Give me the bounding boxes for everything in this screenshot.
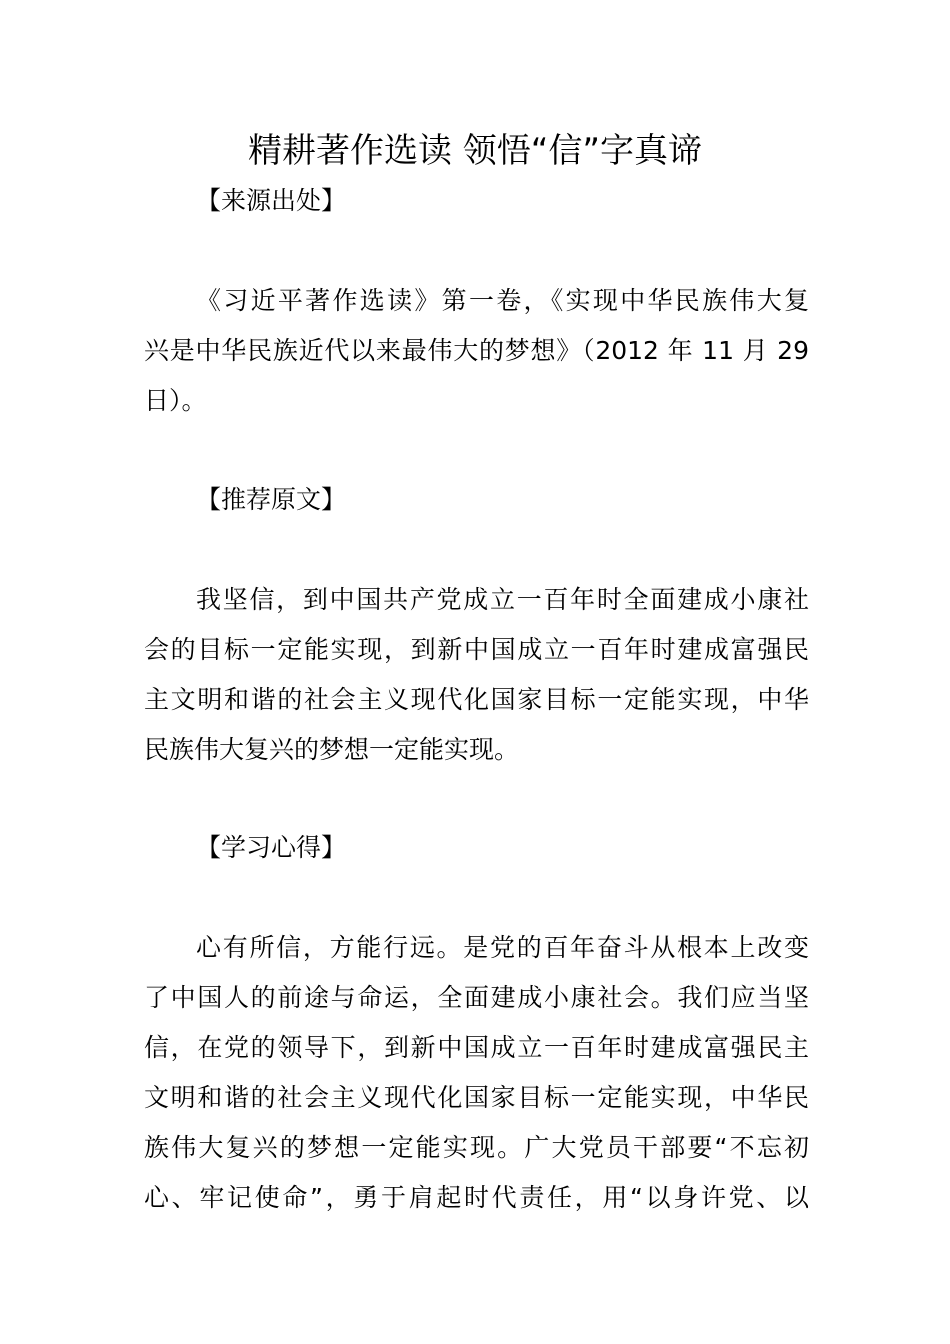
- paragraph-line: 我坚信，到中国共产党成立一百年时全面建成小康社: [196, 585, 809, 614]
- paragraph-line: 文明和谐的社会主义现代化国家目标一定能实现，中华民: [144, 1083, 809, 1112]
- section-heading-original-text: 【推荐原文】: [196, 485, 347, 514]
- paragraph-original-text: [144, 575, 809, 775]
- paragraph-line: 兴是中华民族近代以来最伟大的梦想》（2012 年 11 月 29: [144, 336, 809, 365]
- paragraph-line: 《习近平著作选读》第一卷，《实现中华民族伟大复: [196, 286, 809, 315]
- paragraph-source: [144, 276, 809, 426]
- paragraph-line: 主文明和谐的社会主义现代化国家目标一定能实现，中华: [144, 685, 809, 714]
- paragraph-line: 族伟大复兴的梦想一定能实现。广大党员干部要“不忘初: [144, 1133, 809, 1162]
- paragraph-line: 心有所信，方能行远。是党的百年奋斗从根本上改变: [196, 933, 809, 962]
- paragraph-line: 民族伟大复兴的梦想一定能实现。: [144, 735, 520, 764]
- paragraph-line: 了中国人的前途与命运，全面建成小康社会。我们应当坚: [144, 983, 809, 1012]
- paragraph-line: 会的目标一定能实现，到新中国成立一百年时建成富强民: [144, 635, 809, 664]
- document-title: 精耕著作选读 领悟“信”字真谛: [247, 131, 703, 171]
- paragraph-line: 日）。: [144, 386, 207, 415]
- paragraph-study-notes: [144, 923, 809, 1223]
- section-heading-study-notes: 【学习心得】: [196, 833, 347, 862]
- paragraph-line: 信，在党的领导下，到新中国成立一百年时建成富强民主: [144, 1033, 809, 1062]
- section-heading-source: 【来源出处】: [196, 186, 347, 215]
- paragraph-line: 心、牢记使命”，勇于肩起时代责任，用“以身许党、以: [144, 1183, 809, 1212]
